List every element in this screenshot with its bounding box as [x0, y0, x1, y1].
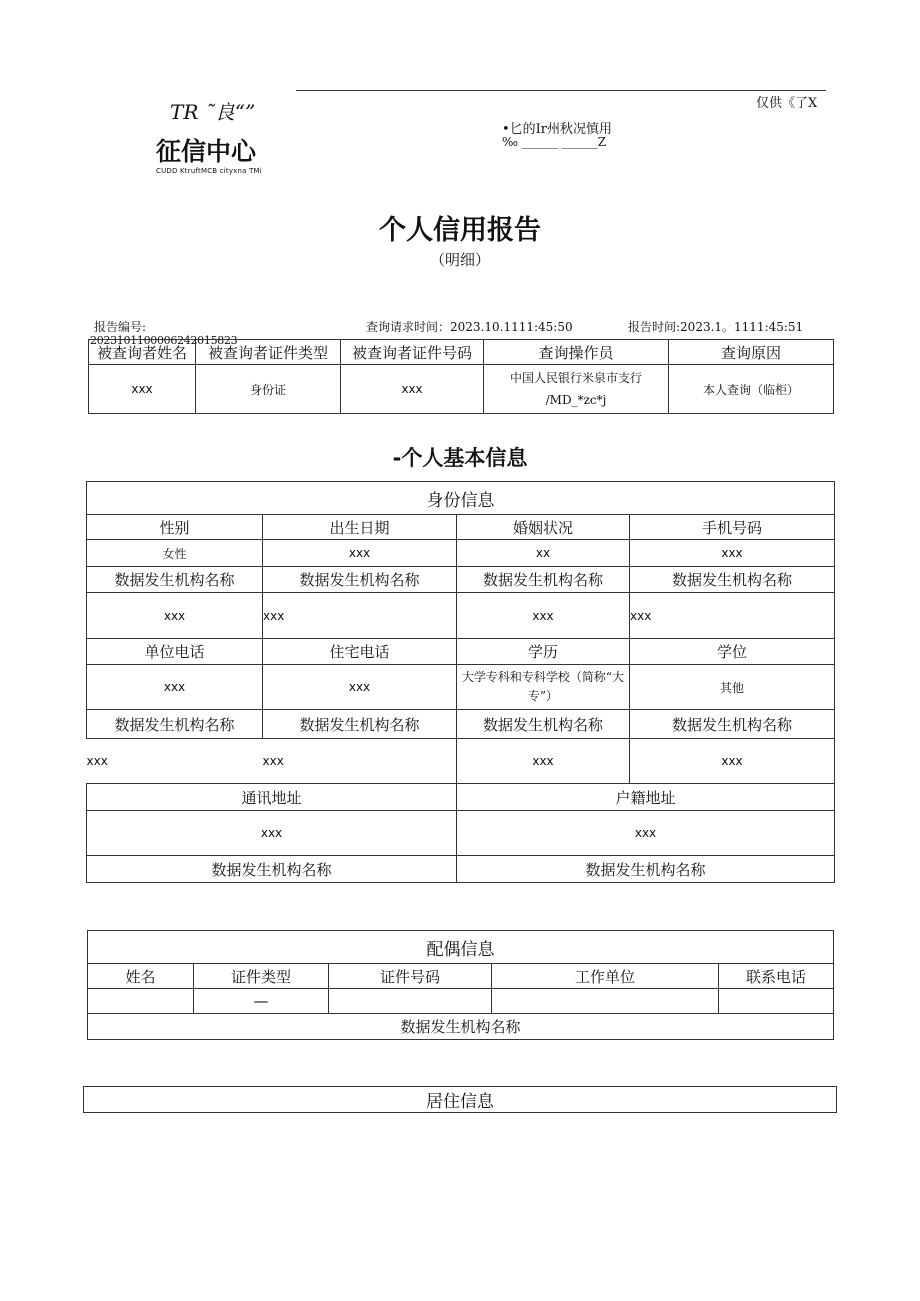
org-label-5: 数据发生机构名称 [87, 710, 263, 739]
org-value-7: xxx [457, 739, 630, 784]
value-household-address: xxx [457, 811, 835, 856]
query-header-id-no: 被查询者证件号码 [341, 340, 484, 365]
header-home-phone: 住宅电话 [263, 639, 457, 665]
query-header-reason: 查询原因 [669, 340, 834, 365]
spouse-value-employer [492, 989, 719, 1014]
value-education: 大学专科和专科学校（简称“大专”） [457, 665, 630, 710]
query-id-no: xxx [341, 365, 484, 414]
report-time: 报告时间:2023.1。1111:45:51 [628, 320, 804, 334]
spouse-info-table [87, 930, 834, 1040]
org-label-9: 数据发生机构名称 [87, 856, 457, 883]
report-no-label: 报告编号: [94, 320, 147, 334]
org-label-3: 数据发生机构名称 [457, 567, 630, 593]
spouse-header-id-no: 证件号码 [329, 964, 492, 989]
header-marital-status: 婚姻状况 [457, 515, 630, 540]
spouse-org-label: 数据发生机构名称 [88, 1014, 834, 1040]
header-mailing-address: 通讯地址 [87, 784, 457, 811]
query-time: 查询请求时间：2023.10.1111:45:50 [366, 320, 573, 334]
header-mobile: 手机号码 [630, 515, 835, 540]
value-home-phone: xxx [263, 665, 457, 710]
query-operator-line2: /MD_*zc*j [545, 393, 607, 407]
section-title-basic-info: -个人基本信息 [392, 446, 528, 470]
report-number: 2023101100006242015823 [90, 334, 238, 347]
spouse-header-name: 姓名 [88, 964, 194, 989]
value-birth-date: xxx [263, 540, 457, 567]
basic-info-table [86, 481, 835, 883]
org-label-10: 数据发生机构名称 [457, 856, 835, 883]
org-label-4: 数据发生机构名称 [630, 567, 835, 593]
logo-mark: TR ˜良“” [170, 100, 256, 124]
query-name: xxx [89, 365, 196, 414]
value-mailing-address: xxx [87, 811, 457, 856]
spouse-header-employer: 工作单位 [492, 964, 719, 989]
org-name: 征信中心 [156, 137, 257, 166]
header-degree: 学位 [630, 639, 835, 665]
spouse-value-phone [719, 989, 834, 1014]
org-value-8: xxx [630, 739, 835, 784]
query-header-id-type: 被查询者证件类型 [196, 340, 341, 365]
org-value-1: xxx [87, 593, 263, 639]
report-subtitle: （明细） [429, 251, 490, 269]
header-household-address: 户籍地址 [457, 784, 835, 811]
org-label-8: 数据发生机构名称 [630, 710, 835, 739]
query-reason: 本人查询（临柜） [669, 365, 834, 414]
org-value-5: xxx [86, 754, 108, 768]
query-header-name: 被查询者姓名 [89, 340, 196, 365]
query-table [88, 339, 834, 414]
residence-band: 居住信息 [84, 1087, 837, 1113]
signature-line: ‰ ______ ______Z [502, 135, 607, 149]
usage-note: •匕的Ir州秋况慎用 [502, 122, 613, 137]
org-value-2: xxx [263, 593, 457, 639]
org-label-7: 数据发生机构名称 [457, 710, 630, 739]
org-value-6: xxx [262, 754, 284, 768]
org-label-1: 数据发生机构名称 [87, 567, 263, 593]
org-value-4: xxx [630, 593, 835, 639]
query-header-operator: 查询操作员 [484, 340, 669, 365]
spouse-value-id-type: — [194, 989, 329, 1014]
query-id-type: 身份证 [196, 365, 341, 414]
identity-band: 身份信息 [87, 482, 835, 515]
header-rule [296, 90, 826, 91]
header-work-phone: 单位电话 [87, 639, 263, 665]
org-subtitle: CUDD KtruftMCB cityxna TMi [156, 167, 262, 175]
query-operator-line1: 中国人民银行米泉市支行 [509, 371, 642, 385]
spouse-header-id-type: 证件类型 [194, 964, 329, 989]
value-marital-status: xx [457, 540, 630, 567]
header-birth-date: 出生日期 [263, 515, 457, 540]
value-mobile: xxx [630, 540, 835, 567]
value-gender: 女性 [87, 540, 263, 567]
spouse-band: 配偶信息 [88, 931, 834, 964]
header-education: 学历 [457, 639, 630, 665]
spouse-value-name [88, 989, 194, 1014]
report-title: 个人信用报告 [379, 215, 541, 246]
org-label-6: 数据发生机构名称 [263, 710, 457, 739]
spouse-header-phone: 联系电话 [719, 964, 834, 989]
org-label-2: 数据发生机构名称 [263, 567, 457, 593]
spouse-value-id-no [329, 989, 492, 1014]
header-gender: 性别 [87, 515, 263, 540]
value-degree: 其他 [630, 665, 835, 710]
residence-info-table [83, 1086, 837, 1113]
header-right-note: 仅供《了X [756, 96, 818, 111]
org-value-3: xxx [457, 593, 630, 639]
value-work-phone: xxx [87, 665, 263, 710]
query-operator [484, 365, 669, 414]
